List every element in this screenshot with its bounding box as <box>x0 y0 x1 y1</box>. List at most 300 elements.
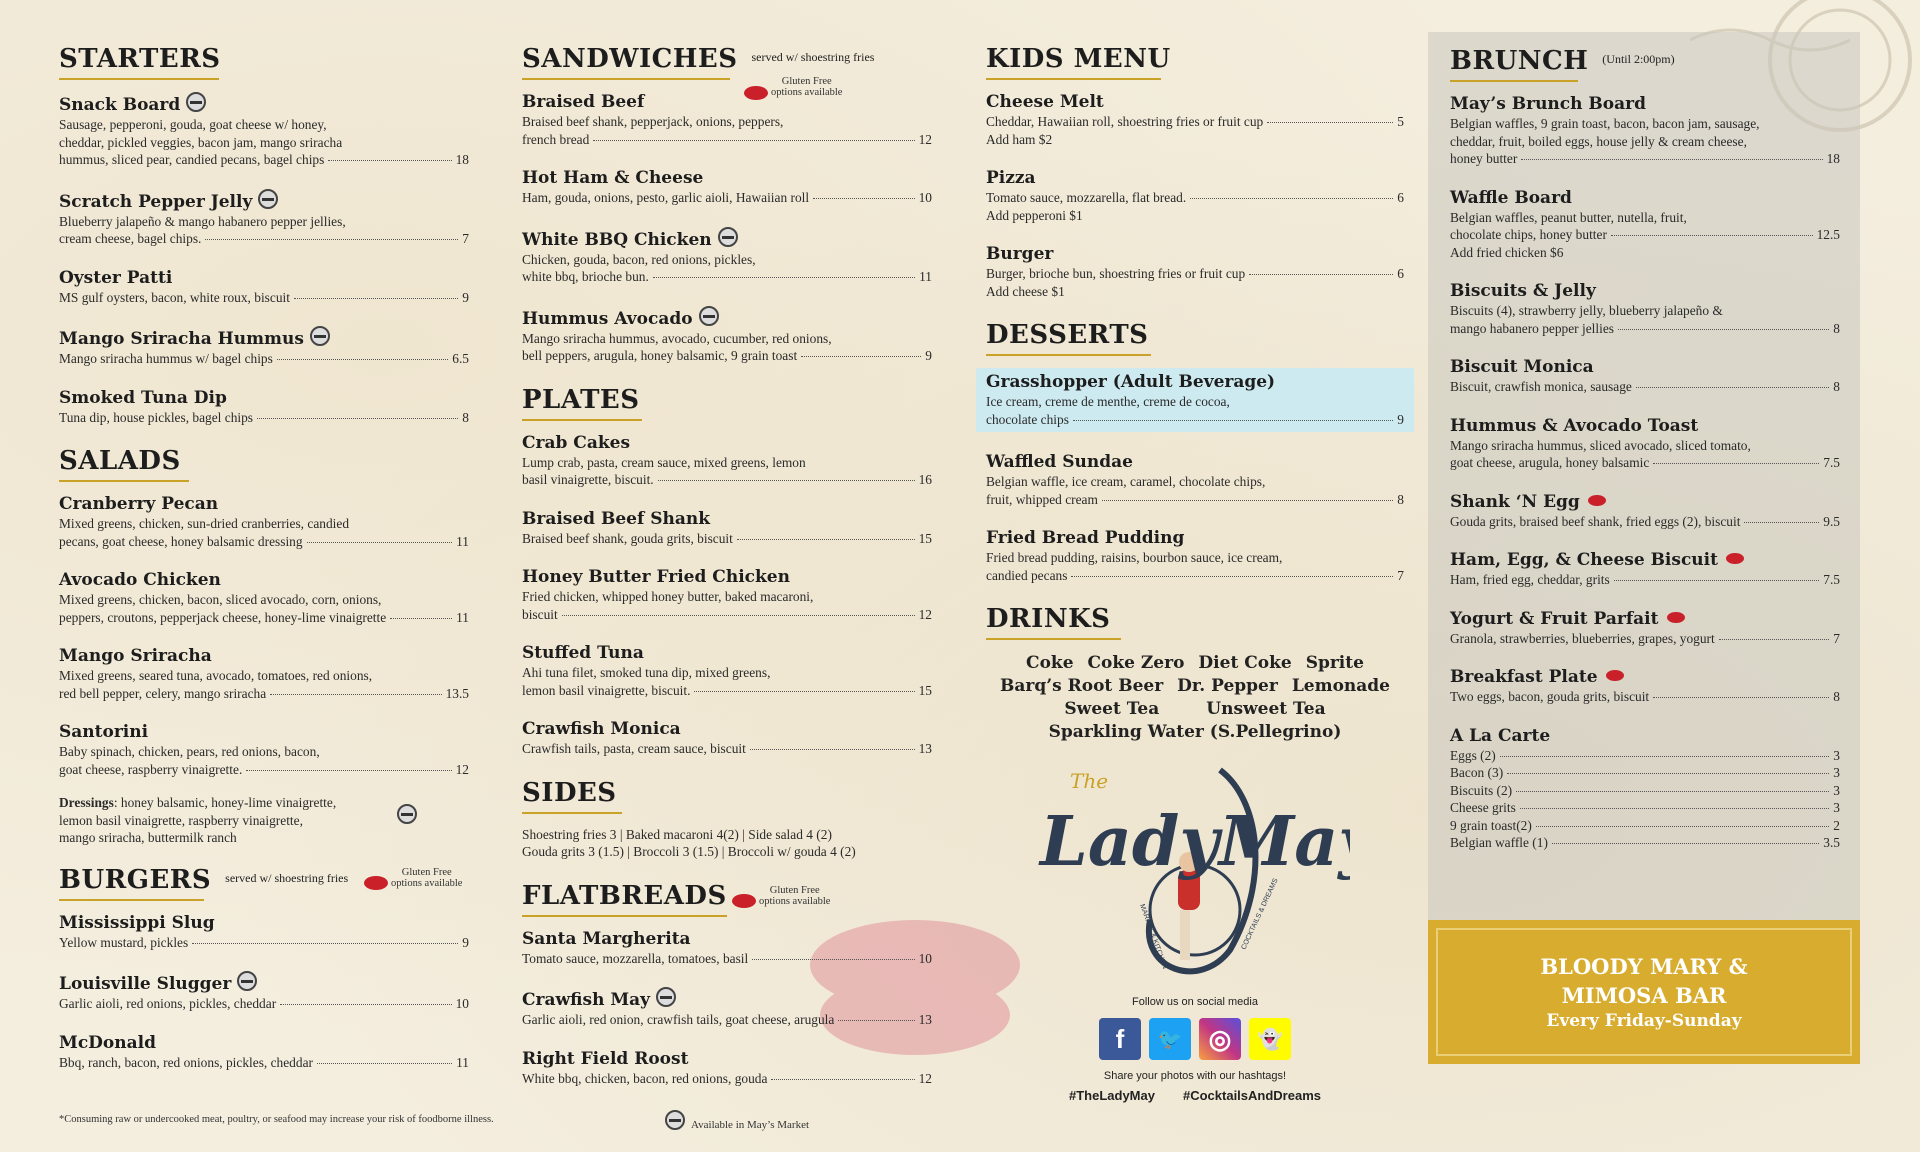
menu-item <box>59 646 469 702</box>
instagram-icon[interactable]: ◎ <box>1199 1018 1241 1060</box>
menu-item <box>1450 667 1840 706</box>
menu-item <box>986 244 1404 300</box>
item-details <box>1450 571 1840 589</box>
plates-list <box>522 433 932 758</box>
section-note: served w/ shoestring fries <box>751 50 875 64</box>
item-description: bell peppers, arugula, honey balsamic, 9 grain toast <box>522 348 798 363</box>
menu-item <box>522 433 932 489</box>
item-details <box>1450 302 1840 337</box>
dot-leader <box>1521 159 1822 160</box>
item-description: biscuit <box>522 606 558 622</box>
item-description: red bell pepper, celery, mango sriracha <box>59 685 267 701</box>
price-line <box>522 950 932 968</box>
item-name <box>1450 492 1840 513</box>
item-details <box>59 934 469 952</box>
item-description: Belgian waffles, 9 grain toast, bacon, bacon jam, sausage, <box>1450 116 1760 131</box>
price-line <box>1450 747 1840 765</box>
dot-leader <box>294 298 458 299</box>
banner-line: Every Friday-Sunday <box>1546 1011 1742 1031</box>
drink-item: Sprite <box>1305 653 1364 673</box>
price-line <box>986 567 1404 585</box>
item-price: 8 <box>1833 379 1840 394</box>
price-line <box>522 740 932 758</box>
menu-item <box>59 1033 469 1072</box>
dot-leader <box>838 1020 914 1021</box>
menu-item <box>986 168 1404 224</box>
item-title: Hummus & Avocado Toast <box>1450 415 1699 436</box>
item-price: 12.5 <box>1816 227 1840 242</box>
item-details <box>59 289 469 307</box>
item-name <box>522 987 932 1011</box>
price-line <box>986 113 1404 131</box>
mays-market-legend <box>665 1110 809 1131</box>
dot-leader <box>1249 274 1393 275</box>
item-name <box>59 189 469 213</box>
item-title: Waffled Sundae <box>986 452 1133 472</box>
hashtag: #TheLadyMay <box>1069 1088 1155 1103</box>
item-price: 13 <box>918 741 932 756</box>
item-details <box>986 189 1404 224</box>
item-name <box>522 306 932 330</box>
banner-line: BLOODY MARY & <box>1540 954 1748 979</box>
section-title: FLATBREADS <box>522 880 727 911</box>
gf-line: options available <box>391 877 463 889</box>
item-title: May’s Brunch Board <box>1450 94 1646 114</box>
item-details <box>59 995 469 1013</box>
item-details <box>1450 688 1840 706</box>
salads-list <box>59 494 469 778</box>
item-title: Avocado Chicken <box>59 570 221 590</box>
price-line <box>1450 150 1840 168</box>
price-line <box>1450 834 1840 852</box>
item-description: Blueberry jalapeño & mango habanero pepper jellies, <box>59 213 346 229</box>
drink-item: Sparkling Water (S.Pellegrino) <box>1048 722 1342 742</box>
price-line <box>1450 571 1840 589</box>
item-title: Right Field Roost <box>522 1048 689 1069</box>
item-name <box>986 372 1404 393</box>
item-details <box>522 740 932 758</box>
drinks-list <box>986 652 1404 744</box>
dot-leader <box>307 542 453 543</box>
price-line <box>59 151 469 169</box>
item-price: 5 <box>1397 114 1404 129</box>
item-name <box>986 452 1404 473</box>
hashtags <box>1040 1088 1350 1103</box>
item-name <box>986 92 1404 113</box>
item-description: Fried bread pudding, raisins, bourbon sauce, ice cream, <box>986 550 1283 565</box>
dot-leader <box>813 198 915 199</box>
item-price: 12 <box>918 606 932 622</box>
price-line <box>1450 817 1840 835</box>
item-details <box>59 213 469 248</box>
facebook-icon[interactable]: f <box>1099 1018 1141 1060</box>
menu-item <box>59 570 469 626</box>
price-line <box>522 347 932 365</box>
item-name <box>522 92 932 113</box>
menu-item <box>522 306 932 365</box>
item-details <box>522 664 932 699</box>
item-title: Crab Cakes <box>522 432 631 453</box>
item-name <box>59 913 469 934</box>
dressings-label: Dressings <box>59 795 114 810</box>
drink-item: Lemonade <box>1291 676 1391 696</box>
item-description: Ham, gouda, onions, pesto, garlic aioli, Hawaiian roll <box>522 190 810 205</box>
gluten-free-lips-icon <box>1588 495 1606 506</box>
dot-leader <box>1190 198 1393 199</box>
item-price: 12 <box>455 761 469 777</box>
price-line <box>986 265 1404 283</box>
item-name <box>522 227 932 251</box>
dot-leader <box>1614 580 1820 581</box>
item-details <box>986 473 1404 508</box>
item-description: Yellow mustard, pickles <box>59 934 189 950</box>
lips-icon <box>732 894 756 908</box>
section-title: BURGERS <box>59 864 212 895</box>
section-title: PLATES <box>522 384 640 415</box>
price-line <box>986 189 1404 207</box>
price-line <box>59 934 469 952</box>
item-description: Chicken, gouda, bacon, red onions, pickles, <box>522 251 756 267</box>
price-line <box>59 230 469 248</box>
item-title: Mango Sriracha Hummus <box>59 329 304 349</box>
item-name <box>1450 281 1840 302</box>
item-price: 3 <box>1833 800 1840 815</box>
price-line <box>522 268 932 286</box>
sides-header <box>522 778 932 814</box>
mays-market-badge-icon <box>186 92 206 112</box>
price-line <box>522 606 932 624</box>
item-title: Pizza <box>986 168 1036 188</box>
item-details <box>522 1070 932 1088</box>
item-details <box>59 350 469 368</box>
item-description: Tomato sauce, mozzarella, flat bread. <box>986 190 1187 205</box>
dot-leader <box>1653 697 1829 698</box>
alacarte-block <box>1450 726 1840 852</box>
price-line <box>59 1054 469 1072</box>
item-price: 3 <box>1833 782 1840 798</box>
item-price: 10 <box>455 996 469 1011</box>
item-name <box>522 719 932 740</box>
dot-leader <box>246 770 451 771</box>
item-name <box>522 643 932 664</box>
menu-item <box>986 92 1404 148</box>
item-price: 9 <box>1397 411 1404 427</box>
item-price: 12 <box>918 1070 932 1086</box>
item-price: 7.5 <box>1823 455 1840 470</box>
price-line <box>59 409 469 427</box>
item-description: Belgian waffles, peanut butter, nutella, fruit, <box>1450 209 1687 225</box>
sandwiches-list <box>522 92 932 365</box>
item-name <box>1450 188 1840 209</box>
item-name <box>986 244 1404 265</box>
drink-item: Barq’s Root Beer <box>999 676 1164 696</box>
item-title: Burger <box>986 244 1054 264</box>
item-description: Cheddar, Hawaiian roll, shoestring fries or fruit cup <box>986 114 1264 129</box>
menu-item <box>1450 188 1840 262</box>
drink-item: Unsweet Tea <box>1206 699 1326 719</box>
brunch-list <box>1450 94 1840 706</box>
item-description: basil vinaigrette, biscuit. <box>522 472 654 487</box>
item-price: 13 <box>918 1012 932 1027</box>
menu-item <box>522 719 932 758</box>
item-price: 18 <box>455 152 469 167</box>
item-price: 2 <box>1833 817 1840 833</box>
item-price: 11 <box>456 533 469 549</box>
dot-leader <box>1500 756 1830 757</box>
item-details <box>1450 378 1840 396</box>
desserts-header <box>986 320 1404 356</box>
gluten-free-lips-icon <box>1726 553 1744 564</box>
ladymay-logo <box>1030 760 1350 990</box>
price-line <box>1450 688 1840 706</box>
item-title: White BBQ Chicken <box>522 229 712 250</box>
item-details <box>986 113 1404 148</box>
item-price: 6 <box>1397 190 1404 205</box>
item-title: Braised Beef <box>522 92 645 112</box>
dot-leader <box>752 959 914 960</box>
item-price: 13.5 <box>445 685 469 701</box>
menu-item <box>1450 94 1840 168</box>
item-addon: Add fried chicken $6 <box>1450 244 1564 260</box>
item-name <box>522 168 932 189</box>
gluten-free-note <box>364 867 462 891</box>
item-description: Biscuits (4), strawberry jelly, blueberry jalapeño & <box>1450 303 1723 318</box>
item-title: Fried Bread Pudding <box>986 528 1185 548</box>
dot-leader <box>653 277 915 278</box>
logo-left-arc: MARKET & KITCHEN <box>1138 903 1169 970</box>
item-details <box>522 189 932 207</box>
price-line <box>1450 799 1840 817</box>
alacarte-list <box>1450 747 1840 852</box>
dot-leader <box>317 1063 452 1064</box>
item-details <box>522 113 932 148</box>
dot-leader <box>1744 522 1819 523</box>
item-description: white bbq, brioche bun. <box>522 269 649 284</box>
gf-line: options available <box>759 895 831 907</box>
mays-market-badge-icon <box>665 1110 685 1130</box>
sides-line: Shoestring fries 3 | Baked macaroni 4(2) | Side salad 4 (2) <box>522 826 832 842</box>
mays-market-badge-icon <box>237 971 257 991</box>
gf-line: Gluten Free <box>769 884 820 896</box>
menu-item <box>522 92 932 148</box>
item-details <box>59 667 469 702</box>
price-line <box>59 350 469 368</box>
drink-item: Coke <box>1026 653 1074 673</box>
item-title: Louisville Slugger <box>59 974 232 994</box>
item-price: 18 <box>1826 151 1840 166</box>
item-details <box>59 409 469 427</box>
item-description: french bread <box>522 131 590 147</box>
item-price: 7.5 <box>1823 572 1840 587</box>
price-line <box>1450 764 1840 782</box>
section-title: BRUNCH <box>1450 46 1589 76</box>
section-title: SANDWICHES <box>522 44 738 74</box>
item-details <box>522 1011 932 1029</box>
item-description: Baby spinach, chicken, pears, red onions, bacon, <box>59 744 320 759</box>
price-line <box>1450 513 1840 531</box>
item-description: White bbq, chicken, bacon, red onions, gouda <box>522 1070 768 1086</box>
dot-leader <box>1073 420 1393 421</box>
gf-line: Gluten Free <box>781 76 832 87</box>
item-price: 7 <box>1397 567 1404 583</box>
price-line <box>522 471 932 489</box>
dot-leader <box>1653 463 1819 464</box>
section-title: SALADS <box>59 446 181 476</box>
item-description: Eggs (2) <box>1450 747 1496 763</box>
item-description: MS gulf oysters, bacon, white roux, biscuit <box>59 289 290 305</box>
item-price: 9 <box>462 289 469 305</box>
menu-item <box>59 268 469 307</box>
price-line <box>1450 226 1840 244</box>
item-addon: Add pepperoni $1 <box>986 207 1083 223</box>
dot-leader <box>1636 387 1829 388</box>
lips-icon <box>364 876 388 890</box>
menu-item <box>59 722 469 778</box>
item-name <box>59 326 469 350</box>
item-details <box>986 549 1404 584</box>
plates-header <box>522 385 932 421</box>
gluten-free-note <box>744 76 842 100</box>
item-description: Garlic aioli, red onions, pickles, cheddar <box>59 996 277 1011</box>
item-details <box>59 1054 469 1072</box>
item-title: Hot Ham & Cheese <box>522 168 704 188</box>
item-price: 11 <box>919 269 932 284</box>
item-price: 11 <box>456 1054 469 1070</box>
item-name <box>59 570 469 591</box>
item-description: goat cheese, arugula, honey balsamic <box>1450 455 1650 470</box>
item-title: Cranberry Pecan <box>59 494 219 514</box>
item-name <box>1450 357 1840 378</box>
item-description: Mixed greens, chicken, bacon, sliced avocado, corn, onions, <box>59 592 382 607</box>
item-description: Mixed greens, chicken, sun-dried cranberries, candied <box>59 516 350 531</box>
dot-leader <box>694 691 914 692</box>
dot-leader <box>1611 235 1813 236</box>
mays-market-badge-icon <box>258 189 278 209</box>
item-description: cream cheese, bagel chips. <box>59 231 202 246</box>
item-details <box>59 515 469 550</box>
item-details <box>59 116 469 169</box>
item-description: candied pecans <box>986 567 1068 583</box>
item-details <box>59 743 469 778</box>
item-description: cheddar, pickled veggies, bacon jam, mango sriracha <box>59 134 343 150</box>
item-addon: Add cheese $1 <box>986 283 1065 299</box>
menu-item <box>59 388 469 427</box>
column-brunch <box>1428 32 1860 1064</box>
dot-leader <box>1267 122 1393 123</box>
dot-leader <box>593 140 914 141</box>
price-line <box>59 995 469 1013</box>
section-title: SIDES <box>522 777 617 808</box>
dot-leader <box>257 418 458 419</box>
item-price: 10 <box>918 950 932 966</box>
dot-leader <box>771 1079 914 1080</box>
lips-icon <box>744 86 768 100</box>
menu-item <box>976 368 1414 432</box>
twitter-icon[interactable]: 🐦 <box>1149 1018 1191 1060</box>
bloody-mary-mimosa-bar-banner <box>1428 920 1860 1064</box>
dot-leader <box>277 359 448 360</box>
price-line <box>59 533 469 551</box>
item-title: Ham, Egg, & Cheese Biscuit <box>1450 550 1718 570</box>
item-description: chocolate chips, honey butter <box>1450 227 1607 242</box>
item-title: Biscuit Monica <box>1450 357 1594 377</box>
item-details <box>522 530 932 548</box>
item-name <box>522 433 932 454</box>
gf-line: options available <box>771 87 843 98</box>
price-line <box>59 685 469 703</box>
item-description: Two eggs, bacon, gouda grits, biscuit <box>1450 689 1650 704</box>
price-line <box>59 609 469 627</box>
item-price: 9.5 <box>1823 513 1840 529</box>
item-description: honey butter <box>1450 151 1518 166</box>
item-description: Burger, brioche bun, shoestring fries or fruit cup <box>986 266 1246 281</box>
item-name <box>1450 667 1840 688</box>
item-price: 8 <box>1833 689 1840 704</box>
item-price: 10 <box>918 190 932 205</box>
menu-item <box>522 168 932 207</box>
item-description: Mixed greens, seared tuna, avocado, tomatoes, red onions, <box>59 668 373 683</box>
price-line <box>1450 782 1840 800</box>
section-title: DESSERTS <box>986 320 1149 350</box>
dot-leader <box>1618 329 1829 330</box>
item-price: 6.5 <box>452 351 469 366</box>
item-price: 15 <box>918 682 932 698</box>
item-price: 8 <box>1397 491 1404 507</box>
dot-leader <box>1507 773 1829 774</box>
item-name <box>1450 94 1840 115</box>
price-line <box>986 411 1404 429</box>
dot-leader <box>1520 808 1829 809</box>
dot-leader <box>1552 843 1819 844</box>
price-line <box>1450 630 1840 648</box>
item-title: Biscuits & Jelly <box>1450 281 1596 301</box>
item-price: 7 <box>462 231 469 246</box>
dot-leader <box>1536 826 1829 827</box>
item-price: 8 <box>1833 320 1840 336</box>
starters-header <box>59 44 469 80</box>
item-name <box>1450 550 1840 571</box>
item-description: cheddar, fruit, boiled eggs, house jelly & cream cheese, <box>1450 133 1747 149</box>
item-name <box>59 388 469 409</box>
item-title: Crawfish May <box>522 990 651 1010</box>
item-name <box>59 646 469 667</box>
item-price: 7 <box>1833 630 1840 646</box>
item-description: Braised beef shank, pepperjack, onions, peppers, <box>522 114 784 129</box>
drink-item: Dr. Pepper <box>1177 676 1278 696</box>
item-details <box>986 265 1404 300</box>
salads-header <box>59 446 469 482</box>
column-starters-salads-burgers <box>59 44 469 1091</box>
item-name <box>522 509 932 530</box>
item-title: Shank ‘N Egg <box>1450 491 1580 512</box>
logo-graphic <box>1030 760 1350 990</box>
item-description: Biscuits (2) <box>1450 782 1513 798</box>
menu-item <box>1450 550 1840 589</box>
burgers-list <box>59 913 469 1072</box>
dressings-line: : honey balsamic, honey-lime vinaigrette, <box>113 795 337 810</box>
item-description: goat cheese, raspberry vinaigrette. <box>59 761 243 777</box>
menu-item <box>522 643 932 699</box>
mays-market-badge-icon <box>718 227 738 247</box>
item-title: McDonald <box>59 1032 156 1053</box>
snapchat-icon[interactable]: 👻 <box>1249 1018 1291 1060</box>
section-title: STARTERS <box>59 44 221 74</box>
menu-item <box>522 1049 932 1088</box>
sandwiches-header <box>522 44 932 98</box>
item-description: Tomato sauce, mozzarella, tomatoes, basil <box>522 950 749 966</box>
item-description: Cheese grits <box>1450 800 1516 815</box>
flatbreads-list <box>522 929 932 1088</box>
